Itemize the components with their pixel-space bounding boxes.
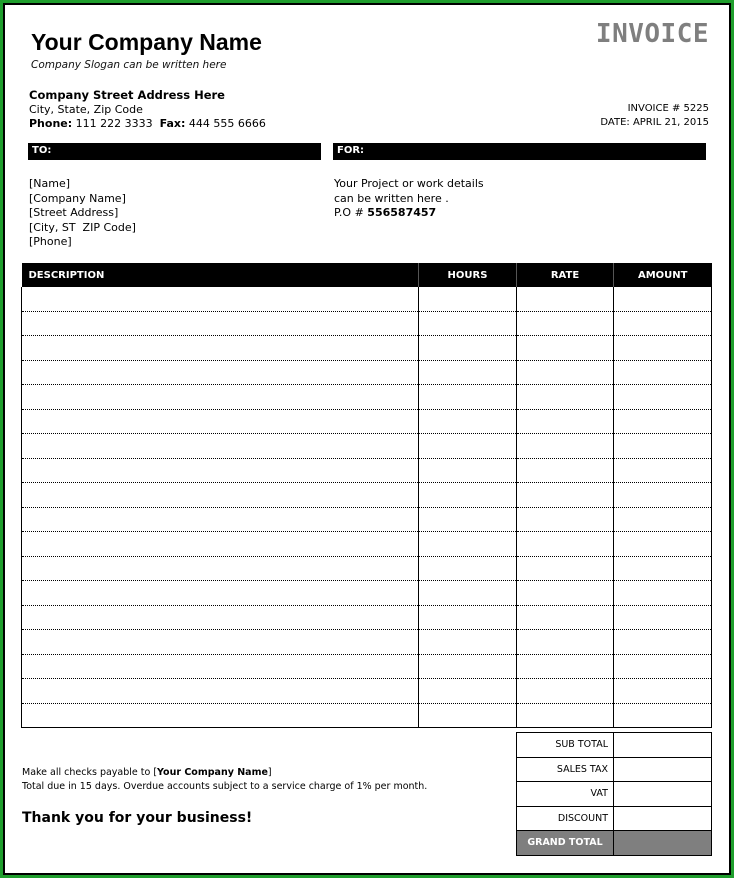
payable-note — [22, 767, 272, 778]
subtotal-label: SUB TOTAL — [517, 733, 614, 758]
hours-cell[interactable] — [419, 581, 517, 606]
phone-label: Phone: — [29, 117, 73, 130]
amount-cell[interactable] — [614, 556, 712, 581]
fax-value: 444 555 6666 — [185, 117, 266, 130]
description-cell[interactable] — [22, 605, 419, 630]
table-row — [22, 360, 712, 385]
table-row — [22, 483, 712, 508]
amount-cell[interactable] — [614, 703, 712, 728]
amount-cell[interactable] — [614, 679, 712, 704]
hours-cell[interactable] — [419, 483, 517, 508]
amount-cell[interactable] — [614, 360, 712, 385]
table-row — [22, 532, 712, 557]
amount-cell[interactable] — [614, 434, 712, 459]
table-row — [22, 385, 712, 410]
payable-company: Your Company Name — [157, 767, 268, 778]
table-row — [22, 703, 712, 728]
description-cell[interactable] — [22, 360, 419, 385]
company-street: Company Street Address Here — [29, 88, 225, 102]
table-row — [22, 458, 712, 483]
description-cell[interactable] — [22, 434, 419, 459]
table-row — [22, 287, 712, 311]
description-cell[interactable] — [22, 409, 419, 434]
hours-cell[interactable] — [419, 507, 517, 532]
amount-cell[interactable] — [614, 336, 712, 361]
table-row — [22, 581, 712, 606]
vat-label: VAT — [517, 782, 614, 807]
rate-cell[interactable] — [517, 605, 614, 630]
hours-cell[interactable] — [419, 703, 517, 728]
line-items-table — [21, 263, 712, 728]
hours-cell[interactable] — [419, 360, 517, 385]
for-bar — [333, 143, 706, 160]
invoice-number: INVOICE # 5225 — [627, 103, 709, 114]
description-cell[interactable] — [22, 385, 419, 410]
table-row — [22, 605, 712, 630]
invoice-date: DATE: APRIL 21, 2015 — [600, 117, 709, 128]
po-number — [334, 206, 484, 221]
rate-cell[interactable] — [517, 556, 614, 581]
discount-row — [517, 806, 712, 831]
fax-label: Fax: — [159, 117, 186, 130]
grand-total-value[interactable] — [614, 831, 712, 856]
subtotal-row — [517, 733, 712, 758]
amount-cell[interactable] — [614, 507, 712, 532]
invoice-title: INVOICE — [595, 19, 709, 49]
amount-cell[interactable] — [614, 311, 712, 336]
rate-cell[interactable] — [517, 654, 614, 679]
project-details — [334, 177, 484, 221]
table-row — [22, 409, 712, 434]
for-label: FOR: — [337, 145, 365, 156]
rate-cell[interactable] — [517, 581, 614, 606]
description-cell[interactable] — [22, 311, 419, 336]
hours-cell[interactable] — [419, 605, 517, 630]
amount-cell[interactable] — [614, 532, 712, 557]
sales-tax-label: SALES TAX — [517, 757, 614, 782]
table-row — [22, 336, 712, 361]
invoice-page — [3, 3, 731, 875]
col-description: DESCRIPTION — [22, 263, 419, 287]
payment-terms: Total due in 15 days. Overdue accounts subject to a service charge of 1% per month. — [22, 781, 428, 792]
rate-cell[interactable] — [517, 679, 614, 704]
po-label: P.O # — [334, 206, 368, 219]
payable-prefix: Make all checks payable to [ — [22, 767, 158, 778]
discount-label: DISCOUNT — [517, 806, 614, 831]
description-cell[interactable] — [22, 458, 419, 483]
description-cell[interactable] — [22, 287, 419, 311]
amount-cell[interactable] — [614, 287, 712, 311]
payable-suffix: ] — [267, 767, 272, 778]
table-row — [22, 311, 712, 336]
table-row — [22, 654, 712, 679]
rate-cell[interactable] — [517, 434, 614, 459]
description-cell[interactable] — [22, 654, 419, 679]
rate-cell[interactable] — [517, 360, 614, 385]
sales-tax-row — [517, 757, 712, 782]
totals-table — [516, 732, 712, 856]
amount-cell[interactable] — [614, 581, 712, 606]
po-value: 556587457 — [367, 206, 437, 219]
company-name: Your Company Name — [31, 29, 262, 55]
phone-value: 111 222 3333 — [72, 117, 160, 130]
rate-cell[interactable] — [517, 336, 614, 361]
col-hours: HOURS — [419, 263, 517, 287]
hours-cell[interactable] — [419, 385, 517, 410]
rate-cell[interactable] — [517, 507, 614, 532]
to-label: TO: — [32, 145, 52, 156]
vat-row — [517, 782, 712, 807]
description-cell[interactable] — [22, 507, 419, 532]
rate-cell[interactable] — [517, 385, 614, 410]
rate-cell[interactable] — [517, 287, 614, 311]
description-cell[interactable] — [22, 703, 419, 728]
sales-tax-value[interactable] — [614, 757, 712, 782]
hours-cell[interactable] — [419, 458, 517, 483]
amount-cell[interactable] — [614, 483, 712, 508]
amount-cell[interactable] — [614, 654, 712, 679]
col-rate: RATE — [517, 263, 614, 287]
amount-cell[interactable] — [614, 458, 712, 483]
description-cell[interactable] — [22, 483, 419, 508]
grand-total-label: GRAND TOTAL — [517, 831, 614, 856]
hours-cell[interactable] — [419, 556, 517, 581]
hours-cell[interactable] — [419, 287, 517, 311]
description-cell[interactable] — [22, 581, 419, 606]
table-row — [22, 434, 712, 459]
company-city: City, State, Zip Code — [29, 103, 143, 116]
bill-to-address: [Name] [Company Name] [Street Address] [City, ST ZIP Code] [Phone] — [29, 177, 136, 248]
table-row — [22, 630, 712, 655]
description-cell[interactable] — [22, 679, 419, 704]
description-cell[interactable] — [22, 556, 419, 581]
hours-cell[interactable] — [419, 434, 517, 459]
hours-cell[interactable] — [419, 679, 517, 704]
col-amount: AMOUNT — [614, 263, 712, 287]
hours-cell[interactable] — [419, 532, 517, 557]
hours-cell[interactable] — [419, 311, 517, 336]
rate-cell[interactable] — [517, 703, 614, 728]
line-items-header — [22, 263, 712, 287]
description-cell[interactable] — [22, 630, 419, 655]
vat-value[interactable] — [614, 782, 712, 807]
rate-cell[interactable] — [517, 630, 614, 655]
company-slogan: Company Slogan can be written here — [31, 59, 227, 71]
description-cell[interactable] — [22, 336, 419, 361]
hours-cell[interactable] — [419, 336, 517, 361]
description-cell[interactable] — [22, 532, 419, 557]
rate-cell[interactable] — [517, 532, 614, 557]
hours-cell[interactable] — [419, 630, 517, 655]
project-line-1: Your Project or work details — [334, 177, 484, 190]
amount-cell[interactable] — [614, 409, 712, 434]
rate-cell[interactable] — [517, 483, 614, 508]
table-row — [22, 556, 712, 581]
amount-cell[interactable] — [614, 385, 712, 410]
rate-cell[interactable] — [517, 311, 614, 336]
table-row — [22, 679, 712, 704]
amount-cell[interactable] — [614, 605, 712, 630]
company-phone-fax — [29, 117, 266, 130]
thank-you-note: Thank you for your business! — [22, 810, 253, 826]
discount-value[interactable] — [614, 806, 712, 831]
rate-cell[interactable] — [517, 458, 614, 483]
table-row — [22, 507, 712, 532]
to-bar — [28, 143, 321, 160]
project-line-2: can be written here . — [334, 191, 449, 205]
amount-cell[interactable] — [614, 630, 712, 655]
rate-cell[interactable] — [517, 409, 614, 434]
grand-total-row — [517, 831, 712, 856]
hours-cell[interactable] — [419, 409, 517, 434]
hours-cell[interactable] — [419, 654, 517, 679]
subtotal-value[interactable] — [614, 733, 712, 758]
